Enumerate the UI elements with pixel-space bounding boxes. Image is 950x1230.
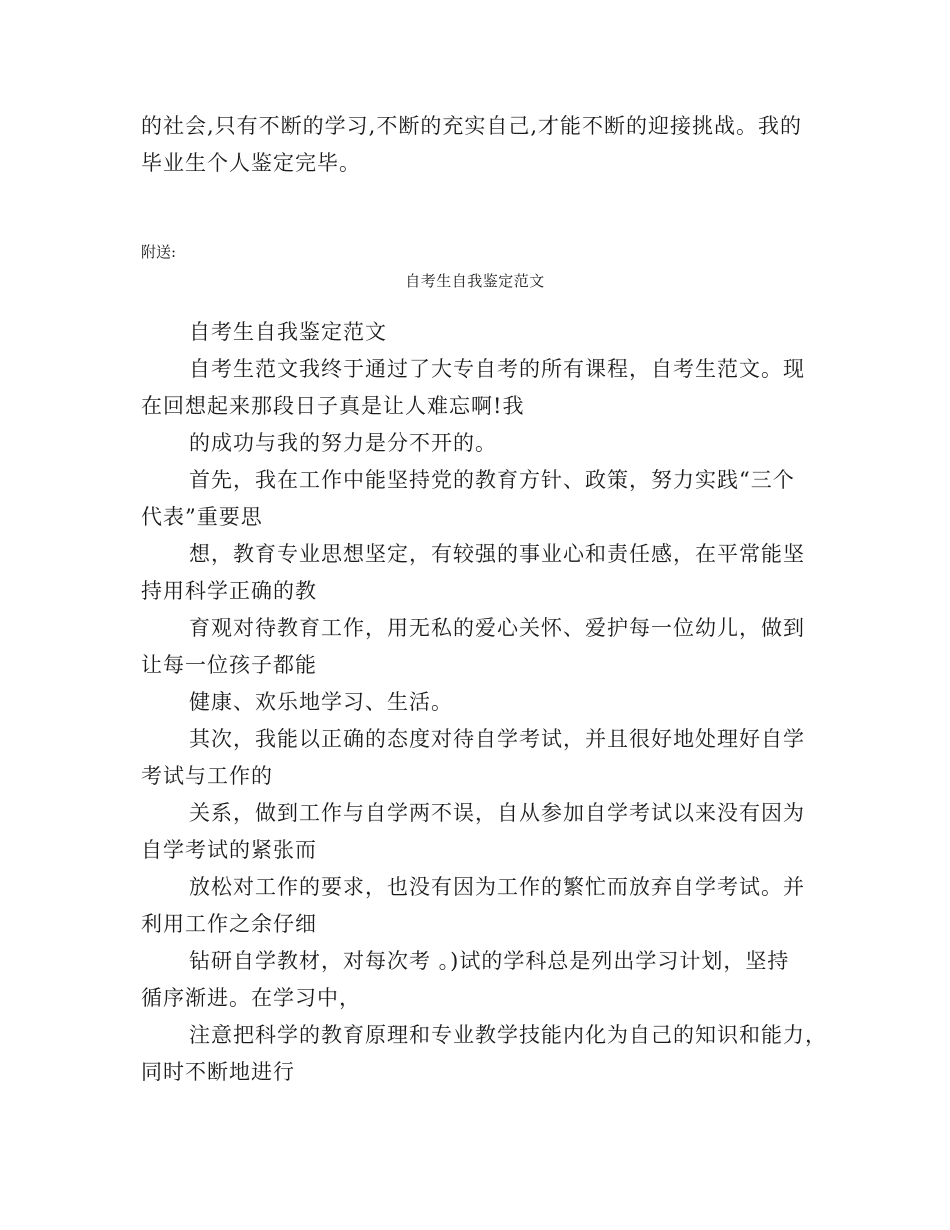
text-line: 放松对工作的要求，也没有因为工作的繁忙而放弃自学考试。并 [189, 875, 805, 899]
text-line: 钻研自学教材，对每次考 。)试的学科总是列出学习计划，坚持 [189, 949, 790, 973]
text-line: 育观对待教育工作，用无私的爱心关怀、爱护每一位幼儿，做到 [189, 616, 805, 640]
text-line: 考试与工作的 [141, 764, 273, 788]
text-line: 代表”重要思 [141, 505, 263, 529]
paragraph-heading: 自考生自我鉴定范文 [189, 320, 387, 344]
text-line: 的成功与我的努力是分不开的。 [189, 431, 497, 455]
text-line: 关系，做到工作与自学两不误，自从参加自学考试以来没有因为 [189, 801, 805, 825]
text-line: 的社会,只有不断的学习,不断的充实自己,才能不断的迎接挑战。我的 [141, 114, 803, 138]
text-line: 让每一位孩子都能 [141, 653, 317, 677]
text-line: 在回想起来那段日子真是让人难忘啊!我 [141, 394, 525, 418]
text-line: 自考生范文我终于通过了大专自考的所有课程，自考生范文。现 [189, 357, 805, 381]
text-line: 循序渐进。在学习中， [141, 986, 361, 1010]
text-line: 首先，我在工作中能坚持党的教育方针、政策，努力实践“三个 [189, 468, 795, 492]
text-line: 健康、欢乐地学习、生活。 [189, 690, 453, 714]
document-title: 自考生自我鉴定范文 [405, 272, 545, 290]
text-line: 持用科学正确的教 [141, 579, 317, 603]
text-line: 注意把科学的教育原理和专业教学技能内化为自己的知识和能力， [189, 1023, 827, 1047]
text-line: 利用工作之余仔细 [141, 912, 317, 936]
body-text [141, 314, 827, 1091]
text-line: 毕业生个人鉴定完毕。 [141, 151, 361, 175]
text-line: 自学考试的紧张而 [141, 838, 317, 862]
appendix-label: 附送: [141, 243, 177, 261]
text-line: 其次，我能以正确的态度对待自学考试，并且很好地处理好自学 [189, 727, 805, 751]
text-line: 想，教育专业思想坚定，有较强的事业心和责任感，在平常能坚 [189, 542, 805, 566]
intro-paragraph [141, 108, 809, 182]
text-line: 同时不断地进行 [141, 1060, 295, 1084]
